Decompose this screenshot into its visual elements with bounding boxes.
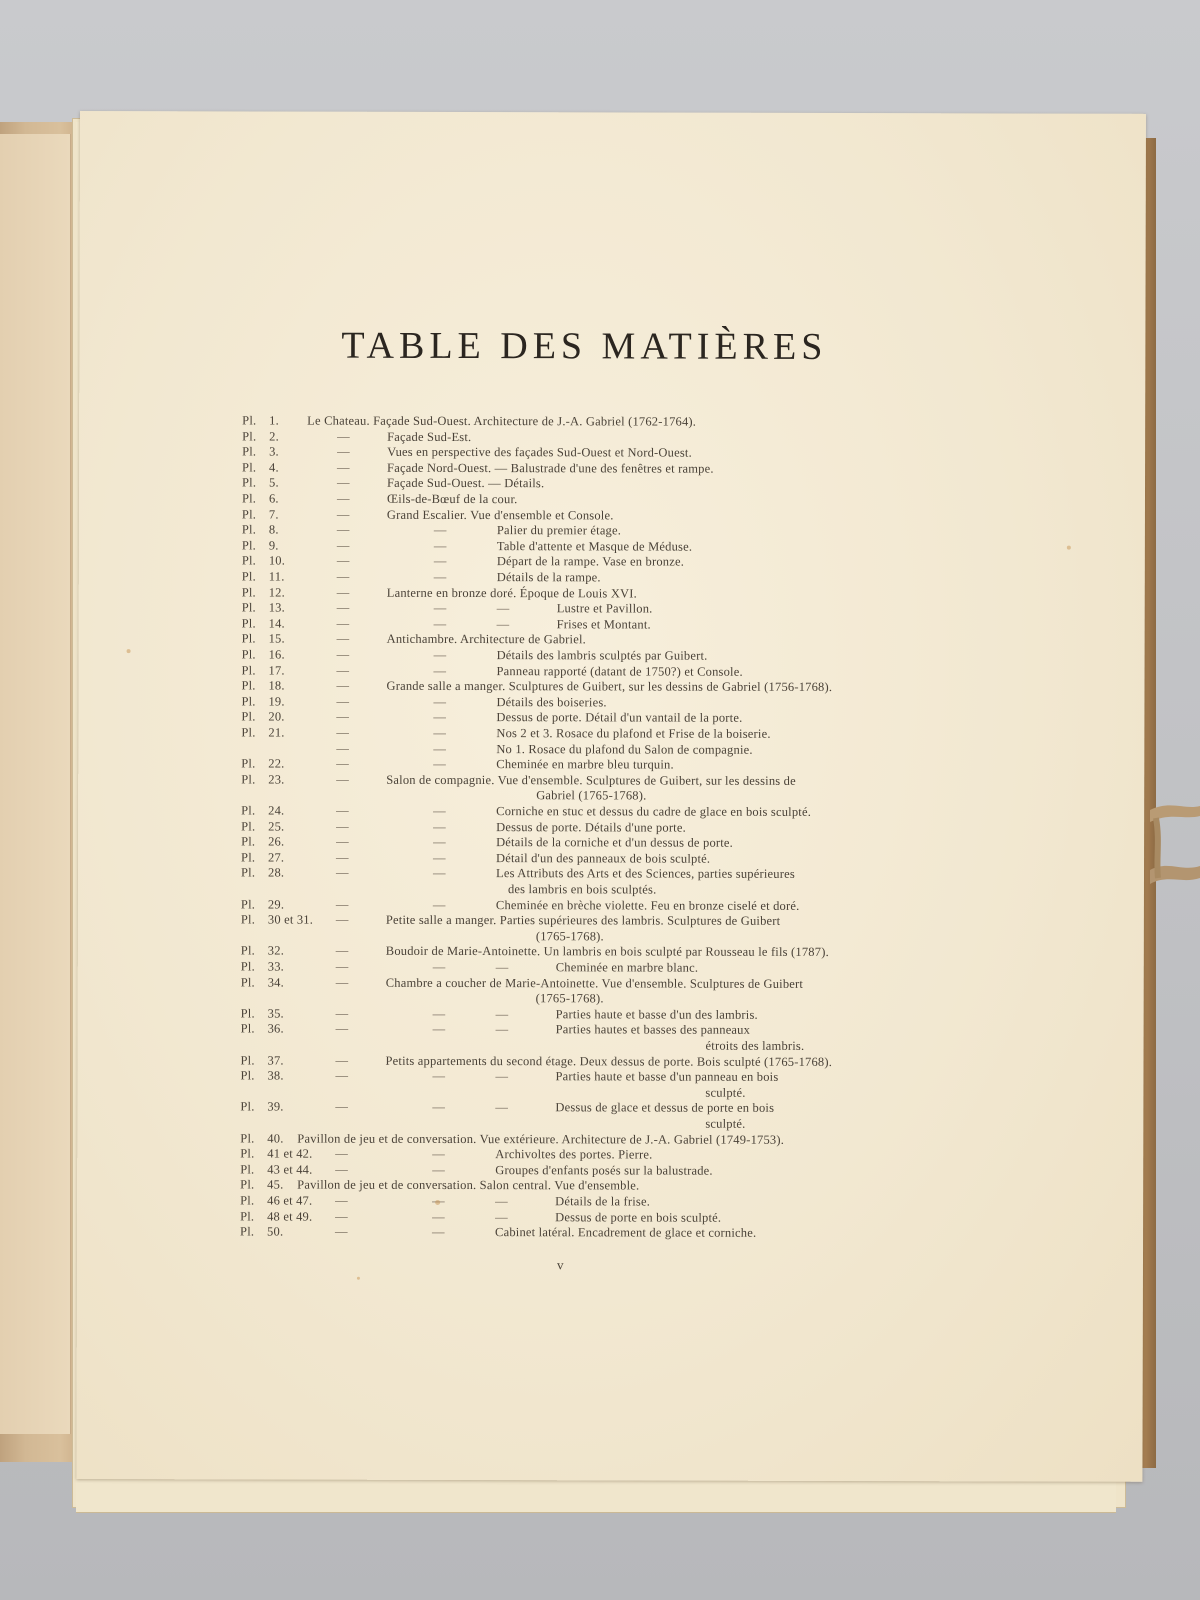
ditto-dash: — [336,569,350,584]
ditto-dash: — [336,491,350,506]
ditto-dash: — [336,834,349,849]
ditto-dash: — [433,601,447,616]
ditto-dash: — [335,1053,349,1068]
entry-description: Groupes d'enfants posés sur la balustrade. [495,1162,713,1178]
ditto-dash: — [336,647,350,662]
plate-number: 2. [269,429,279,444]
entry-description: Pavillon de jeu et de conversation. Salon central. Vue d'ensemble. [297,1177,640,1193]
ditto-dash: — [335,1068,349,1083]
ditto-dash: — [433,725,447,740]
ditto-dash: — [432,1209,445,1224]
plate-number: 14. [268,616,285,631]
entry-description: Façade Sud-Est. [387,429,472,444]
ditto-dash: — [335,1193,348,1208]
entry-description: Détails des lambris sculptés par Guibert. [496,648,708,663]
ditto-dash: — [432,1100,446,1115]
ditto-dash: — [336,803,349,818]
ditto-dash: — [495,1022,509,1037]
ditto-dash: — [432,897,446,912]
plate-label: Pl. [240,1177,255,1192]
plate-label: Pl. [240,959,255,974]
ditto-dash: — [432,1162,445,1177]
plate-number: 10. [268,553,286,568]
entry-description: Petite salle a manger. Parties supérieures des lambris. Sculptures de Guibert [385,912,781,929]
ditto-dash: — [433,569,447,584]
plate-number: 39. [267,1099,284,1114]
entry-description-continued: Gabriel (1765-1768). [536,788,647,803]
plate-number: 24. [268,803,285,818]
plate-number: 18. [268,678,285,693]
entry-description: Nos 2 et 3. Rosace du plafond et Frise de la boiserie. [496,726,771,741]
ditto-dash: — [432,1193,445,1208]
plate-label: Pl. [240,912,256,927]
ditto-dash: — [433,850,446,865]
ditto-dash: — [335,1100,349,1115]
foxing-spot [435,1200,440,1205]
entry-description: Façade Nord-Ouest. — Balustrade d'une des fenêtres et rampe. [387,460,714,476]
plate-label: Pl. [242,429,257,444]
entry-description: Dessus de glace et dessus de porte en bois [555,1100,775,1116]
entry-description: Parties haute et basse d'un des lambris. [555,1007,758,1022]
plate-label: Pl. [242,460,257,475]
plate-label: Pl. [242,413,257,428]
plate-label: Pl. [240,1053,255,1068]
entry-description: Cheminée en marbre bleu turquin. [496,757,674,772]
ditto-dash: — [337,460,350,475]
plate-label: Pl. [240,1099,255,1114]
document-page [76,111,1146,1482]
plate-label: Pl. [241,819,256,834]
plate-number: 48 et 49. [267,1209,313,1224]
plate-number: 27. [268,850,285,865]
ribbon-tie [1150,800,1200,900]
entry-description: Grande salle a manger. Sculptures de Guibert, sur les dessins de Gabriel (1756-1768). [386,678,833,695]
entry-description: Dessus de porte. Détail d'un vantail de la porte. [496,710,743,726]
plate-number: 34. [267,975,284,990]
ditto-dash: — [335,1162,348,1177]
ditto-dash: — [336,554,350,569]
plate-number: 22. [268,756,285,771]
entry-description: Grand Escalier. Vue d'ensemble et Console. [386,507,614,522]
entry-description-continued: des lambris en bois sculptés. [507,882,657,897]
entry-description: Panneau rapporté (datant de 1750?) et Console. [496,663,743,679]
plate-label: Pl. [241,694,256,709]
plate-number: 23. [268,772,285,787]
entry-description: Œils-de-Bœuf de la cour. [386,491,518,507]
entry-description: Palier du premier étage. [496,523,622,538]
ditto-dash: — [433,523,447,538]
plate-label: Pl. [240,897,256,912]
plate-number: 33. [267,959,285,974]
entry-description: Salon de compagnie. Vue d'ensemble. Sculptures de Guibert, sur les dessins de [386,772,796,788]
ditto-dash: — [432,1022,446,1037]
entry-description: Détails de la frise. [555,1194,651,1209]
ditto-dash: — [432,866,446,881]
ditto-dash: — [335,897,349,912]
entry-description: Départ de la rampe. Vase en bronze. [496,554,685,569]
plate-number: 37. [267,1053,284,1068]
plate-number: 1. [269,413,279,428]
entry-description-continued: étroits des lambris. [705,1038,805,1053]
plate-label: Pl. [240,1209,255,1224]
plate-label: Pl. [241,850,256,865]
entry-description: Cheminée en brèche violette. Feu en bronze ciselé et doré. [495,897,800,913]
ditto-dash: — [335,1209,348,1224]
entry-description: Détails de la rampe. [496,570,601,585]
plate-label: Pl. [241,569,256,584]
entry-description: Façade Sud-Ouest. — Détails. [387,476,545,491]
entry-description: Cabinet latéral. Encadrement de glace et corniche. [495,1225,757,1240]
ditto-dash: — [335,944,349,959]
plate-number: 29. [267,897,285,912]
ditto-dash: — [433,819,446,834]
entry-description: Dessus de porte en bois sculpté. [555,1209,722,1225]
ditto-dash: — [336,850,349,865]
ditto-dash: — [336,585,350,600]
ditto-dash: — [336,741,350,756]
ditto-dash: — [433,663,447,678]
plate-label: Pl. [240,975,255,990]
ditto-dash: — [432,1069,446,1084]
plate-number: 43 et 44. [267,1162,313,1177]
ditto-dash: — [336,522,350,537]
plate-label: Pl. [240,1224,255,1239]
entry-description: Chambre a coucher de Marie-Antoinette. Vue d'ensemble. Sculptures de Guibert [385,975,804,991]
ditto-dash: — [433,710,447,725]
foxing-spot [127,649,131,653]
plate-number: 38. [267,1068,284,1083]
ditto-dash: — [496,601,510,616]
plate-number: 12. [268,585,285,600]
entry-description: Détails des boiseries. [496,694,607,710]
entry-description: Détails de la corniche et d'un dessus de porte. [496,835,734,850]
ditto-dash: — [336,710,350,725]
plate-label: Pl. [241,756,256,771]
ditto-dash: — [433,554,447,569]
plate-number: 5. [269,475,279,490]
ditto-dash: — [337,444,350,459]
ditto-dash: — [336,507,350,522]
plate-number: 13. [268,600,285,615]
page-title: TABLE DES MATIÈRES [341,324,828,368]
ditto-dash: — [495,1100,509,1115]
ditto-dash: — [495,1006,509,1021]
ditto-dash: — [336,663,350,678]
plate-label: Pl. [241,834,256,849]
plate-label: Pl. [240,1021,255,1036]
plate-number: 26. [268,834,285,849]
entry-description: Petits appartements du second étage. Deux dessus de porte. Bois sculpté (1765-1768). [385,1053,833,1069]
plate-label: Pl. [241,491,257,506]
entry-description: Parties hautes et basses des panneaux [555,1022,751,1038]
ditto-dash: — [433,616,447,631]
ditto-dash: — [336,694,350,709]
plate-number: 30 et 31. [267,912,314,927]
plate-number: 17. [268,663,285,678]
plate-number: 7. [268,507,279,522]
ditto-dash: — [495,1209,508,1224]
plate-number: 50. [267,1224,284,1239]
ditto-dash: — [335,1022,349,1037]
ditto-dash: — [336,632,350,647]
plate-label: Pl. [241,522,257,537]
entry-description: Table d'attente et Masque de Méduse. [496,538,693,554]
ditto-dash: — [336,616,350,631]
page-folio: v [556,1257,564,1273]
plate-number: 21. [268,725,285,740]
entry-description: Lanterne en bronze doré. Époque de Louis XVI. [386,585,637,601]
plate-number: 16. [268,647,285,662]
ditto-dash: — [432,1006,446,1021]
ditto-dash: — [433,757,447,772]
plate-label: Pl. [242,475,257,490]
plate-label: Pl. [241,803,256,818]
plate-label: Pl. [240,1146,255,1161]
plate-number: 15. [268,631,285,646]
entry-description: Corniche en stuc et dessus du cadre de glace en bois sculpté. [496,804,812,819]
plate-number: 8. [268,522,279,537]
entry-description: Parties haute et basse d'un panneau en bois [555,1069,779,1085]
ditto-dash: — [336,725,350,740]
entry-description: Frises et Montant. [556,617,651,632]
ditto-dash: — [433,741,447,756]
plate-label: Pl. [241,663,256,678]
ditto-dash: — [337,476,350,491]
plate-number: 46 et 47. [267,1193,313,1208]
ditto-dash: — [337,429,350,444]
entry-description: Cheminée en marbre blanc. [555,960,699,975]
ditto-dash: — [336,678,350,693]
plate-label: Pl. [241,725,256,740]
entry-description: Boudoir de Marie-Antoinette. Un lambris en bois sculpté par Rousseau le fils (1787). [385,944,829,960]
foxing-spot [357,1277,360,1280]
entry-description: No 1. Rosace du plafond du Salon de compagnie. [496,741,753,757]
entry-description: Détail d'un des panneaux de bois sculpté. [496,850,711,866]
ditto-dash: — [335,1146,348,1161]
entry-description-continued: sculpté. [705,1085,746,1100]
plate-number: 3. [269,444,279,459]
plate-label: Pl. [241,585,256,600]
plate-number: 20. [268,709,285,724]
entry-description: Dessus de porte. Détails d'une porte. [496,819,686,835]
plate-label: Pl. [241,647,256,662]
plate-label: Pl. [240,1131,255,1146]
plate-label: Pl. [240,1006,255,1021]
plate-number: 41 et 42. [267,1146,313,1161]
entry-description: Vues en perspective des façades Sud-Ouest et Nord-Ouest. [387,444,692,460]
ditto-dash: — [336,538,350,553]
foxing-spot [1067,546,1071,550]
plate-number: 4. [269,460,279,475]
plate-number: 11. [268,569,285,584]
ditto-dash: — [336,819,349,834]
entry-description: Archivoltes des portes. Pierre. [495,1147,653,1162]
table-of-contents [77,413,1146,1376]
plate-label: Pl. [241,709,256,724]
ditto-dash: — [432,959,446,974]
ditto-dash: — [496,616,510,631]
plate-number: 35. [267,1006,284,1021]
ditto-dash: — [432,1147,445,1162]
plate-label: Pl. [242,444,257,459]
entry-description-continued: (1765-1768). [535,991,604,1006]
plate-label: Pl. [241,678,256,693]
ditto-dash: — [495,1069,509,1084]
ditto-dash: — [433,835,446,850]
plate-number: 40. [267,1131,284,1146]
plate-number: 32. [267,943,285,958]
ditto-dash: — [432,1225,445,1240]
plate-label: Pl. [240,1068,255,1083]
ditto-dash: — [336,756,350,771]
plate-number: 28. [267,865,285,880]
ditto-dash: — [335,959,349,974]
ditto-dash: — [495,1194,508,1209]
plate-number: 19. [268,694,285,709]
plate-label: Pl. [240,943,255,958]
entry-description: Antichambre. Architecture de Gabriel. [386,632,586,647]
plate-label: Pl. [241,631,256,646]
entry-description: Pavillon de jeu et de conversation. Vue extérieure. Architecture de J.-A. Gabriel (1749-1753). [297,1131,785,1147]
plate-label: Pl. [241,616,256,631]
plate-number: 9. [268,538,279,553]
plate-label: Pl. [241,772,256,787]
ditto-dash: — [335,975,349,990]
plate-label: Pl. [241,507,257,522]
ditto-dash: — [335,912,349,927]
ditto-dash: — [335,866,349,881]
plate-number: 25. [268,819,285,834]
entry-description-continued: (1765-1768). [535,928,604,944]
ditto-dash: — [335,1224,348,1239]
plate-label: Pl. [241,553,256,568]
entry-description: Les Attributs des Arts et des Sciences, parties supérieures [495,866,795,882]
plate-number: 45. [267,1177,284,1192]
plate-label: Pl. [241,538,257,553]
plate-label: Pl. [241,600,256,615]
ditto-dash: — [335,1006,349,1021]
ditto-dash: — [433,647,447,662]
entry-description: Lustre et Pavillon. [556,601,653,616]
plate-label: Pl. [240,865,256,880]
ditto-dash: — [433,538,447,553]
ditto-dash: — [433,803,446,818]
ditto-dash: — [336,772,349,787]
entry-description-continued: sculpté. [705,1116,746,1131]
plate-number: 6. [268,491,279,506]
toc-entry [77,1224,1143,1243]
plate-number: 36. [267,1021,284,1036]
plate-label: Pl. [240,1193,255,1208]
ditto-dash: — [495,960,509,975]
ditto-dash: — [336,600,350,615]
entry-description: Le Chateau. Façade Sud-Ouest. Architecture de J.-A. Gabriel (1762-1764). [307,413,697,429]
plate-label: Pl. [240,1162,255,1177]
ditto-dash: — [433,694,447,709]
